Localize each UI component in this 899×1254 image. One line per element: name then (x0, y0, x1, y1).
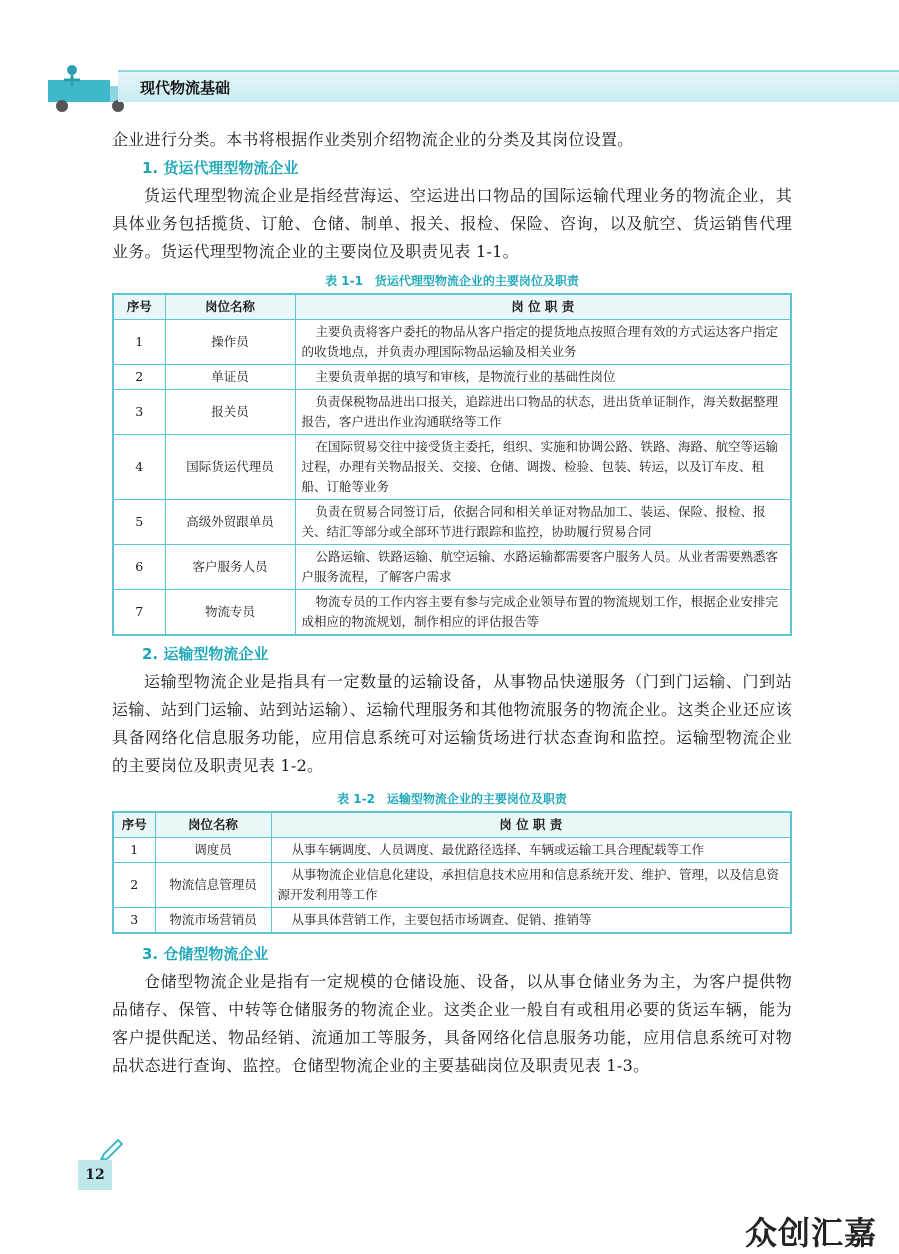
table-row (113, 863, 791, 908)
table-row (113, 320, 791, 365)
table-row (113, 390, 791, 435)
table-row (113, 590, 791, 636)
col-header-position: 岗位名称 (165, 294, 295, 320)
row-position: 操作员 (165, 320, 295, 365)
row-duty: 在国际贸易交往中接受货主委托，组织、实施和协调公路、铁路、海路、航空等运输过程，办理有关物品报关、交接、仓储、调拨、检验、包装、转运，以及订车皮、租船、订舱等业务 (295, 435, 791, 500)
table-row (113, 838, 791, 863)
section-heading-2: 2. 运输型物流企业 (142, 645, 269, 663)
row-no: 3 (113, 390, 165, 435)
col-header-position: 岗位名称 (155, 812, 271, 838)
table-row (113, 435, 791, 500)
col-header-duty: 岗 位 职 责 (295, 294, 791, 320)
page-header (0, 58, 899, 118)
row-position: 国际货运代理员 (165, 435, 295, 500)
row-duty: 负责保税物品进出口报关，追踪进出口物品的状态，进出货单证制作，海关数据整理报告，客户进出作业沟通联络等工作 (295, 390, 791, 435)
row-position: 物流信息管理员 (155, 863, 271, 908)
book-title: 现代物流基础 (140, 79, 231, 97)
row-duty: 负责在贸易合同签订后，依据合同和相关单证对物品加工、装运、保险、报检、报关、结汇等部分或全部环节进行跟踪和监控，协助履行贸易合同 (295, 500, 791, 545)
duty-table-1 (112, 293, 792, 636)
table-row (113, 545, 791, 590)
table-row (113, 908, 791, 934)
table-row (113, 365, 791, 390)
section-paragraph-3: 仓储型物流企业是指有一定规模的仓储设施、设备，以从事仓储业务为主，为客户提供物品储存、保管、中转等仓储服务的物流企业。这类企业一般自有或租用必要的货运车辆，能为客户提供配送、物品经销、流通加工等服务，具备网络化信息服务功能，应用信息系统可对物品状态进行查询、监控。仓储型物流企业的主要基础岗位及职责见表 1-3。 (112, 972, 792, 1075)
row-position: 物流专员 (165, 590, 295, 636)
section-heading-1: 1. 货运代理型物流企业 (142, 159, 299, 177)
row-duty: 主要负责将客户委托的物品从客户指定的提货地点按照合理有效的方式运达客户指定的收货地点，并负责办理国际物品运输及相关业务 (295, 320, 791, 365)
row-no: 1 (113, 320, 165, 365)
row-position: 物流市场营销员 (155, 908, 271, 934)
col-header-no: 序号 (113, 812, 155, 838)
row-duty: 从事车辆调度、人员调度、最优路径选择、车辆或运输工具合理配载等工作 (271, 838, 791, 863)
page-number: 12 (78, 1160, 112, 1190)
row-no: 5 (113, 500, 165, 545)
col-header-duty: 岗 位 职 责 (271, 812, 791, 838)
row-duty: 公路运输、铁路运输、航空运输、水路运输都需要客户服务人员。从业者需要熟悉客户服务流程，了解客户需求 (295, 545, 791, 590)
row-no: 3 (113, 908, 155, 934)
row-position: 单证员 (165, 365, 295, 390)
table-header-row (113, 294, 791, 320)
section-paragraph-1: 货运代理型物流企业是指经营海运、空运进出口物品的国际运输代理业务的物流企业，其具体业务包括揽货、订舱、仓储、制单、报关、报检、保险、咨询，以及航空、货运销售代理业务。货运代理型物流企业的主要岗位及职责见表 1-1。 (112, 186, 792, 261)
row-position: 客户服务人员 (165, 545, 295, 590)
row-duty: 从事物流企业信息化建设，承担信息技术应用和信息系统开发、维护、管理，以及信息资源开发利用等工作 (271, 863, 791, 908)
row-no: 2 (113, 365, 165, 390)
table-caption-2: 表 1-2 运输型物流企业的主要岗位及职责 (337, 792, 567, 806)
header-band (118, 70, 899, 102)
row-position: 报关员 (165, 390, 295, 435)
row-no: 4 (113, 435, 165, 500)
intro-paragraph: 企业进行分类。本书将根据作业类别介绍物流企业的分类及其岗位设置。 (112, 130, 634, 149)
page-content (112, 126, 792, 1080)
row-no: 1 (113, 838, 155, 863)
col-header-no: 序号 (113, 294, 165, 320)
table-caption-1: 表 1-1 货运代理型物流企业的主要岗位及职责 (325, 274, 579, 288)
row-no: 2 (113, 863, 155, 908)
row-no: 7 (113, 590, 165, 636)
section-paragraph-2: 运输型物流企业是指具有一定数量的运输设备，从事物品快递服务（门到门运输、门到站运输、站到门运输、站到站运输）、运输代理服务和其他物流服务的物流企业。这类企业还应该具备网络化信息服务功能，应用信息系统可对运输货场进行状态查询和监控。运输型物流企业的主要岗位及职责见表 1-2。 (112, 672, 792, 775)
row-duty: 物流专员的工作内容主要有参与完成企业领导布置的物流规划工作，根据企业安排完成相应的物流规划，制作相应的评估报告等 (295, 590, 791, 636)
watermark-text: 众创汇嘉 (745, 1214, 878, 1252)
row-duty: 主要负责单据的填写和审核，是物流行业的基础性岗位 (295, 365, 791, 390)
table-header-row (113, 812, 791, 838)
row-position: 调度员 (155, 838, 271, 863)
duty-table-2 (112, 811, 792, 934)
section-heading-3: 3. 仓储型物流企业 (142, 945, 269, 963)
row-duty: 从事具体营销工作，主要包括市场调查、促销、推销等 (271, 908, 791, 934)
table-row (113, 500, 791, 545)
row-no: 6 (113, 545, 165, 590)
row-position: 高级外贸跟单员 (165, 500, 295, 545)
